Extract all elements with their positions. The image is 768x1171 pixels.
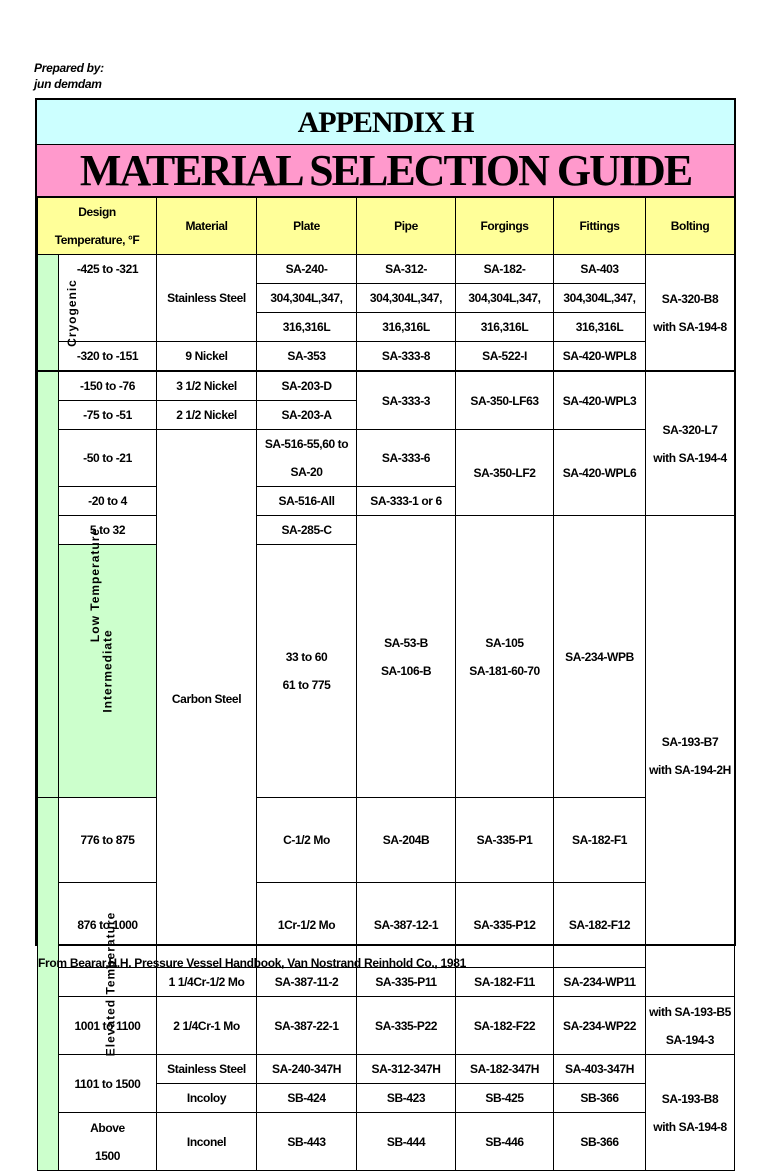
- pipe-line: SA-53-B: [384, 635, 428, 650]
- bolting-line: SA-193-B7: [661, 735, 719, 749]
- fittings-cell: SA-420-WPL8: [554, 342, 646, 372]
- header-pipe: Pipe: [357, 198, 456, 255]
- header-row: [38, 198, 735, 255]
- temp-cell: -320 to -151: [59, 342, 157, 372]
- pipe-cell: SA-335-P1: [456, 798, 554, 883]
- forgings-cell: SA-182-F12: [554, 883, 646, 968]
- plate-cell: SA-204B: [357, 798, 456, 883]
- fittings-cell: SB-366: [554, 1113, 646, 1171]
- pipe-cell: SA-335-P11: [357, 968, 456, 997]
- prepared-by-block: [34, 60, 104, 92]
- table-row: [38, 1113, 735, 1171]
- plate-cell: SA-203-A: [257, 401, 357, 430]
- pipe-cell: SA-335-P22: [357, 997, 456, 1055]
- guide-title: MATERIAL SELECTION GUIDE: [37, 145, 734, 197]
- bolting-line: SA-193-B8: [661, 1091, 719, 1106]
- temp-cell: 776 to 875: [59, 798, 157, 883]
- bolting-line: with SA-194-2H: [649, 763, 731, 777]
- material-cell: 1 1/4Cr-1/2 Mo: [157, 968, 257, 997]
- temp-cell: -150 to -76: [59, 371, 157, 401]
- table-row: [38, 1055, 735, 1084]
- pipe-cell: SA-333-6: [357, 430, 456, 487]
- preparer-name: jun demdam: [34, 77, 102, 91]
- header-design-line1: Design: [78, 205, 116, 219]
- header-bolting: Bolting: [646, 198, 735, 255]
- table-row: [38, 371, 735, 401]
- bolting-line: SA-194-3: [665, 1032, 715, 1047]
- plate-cell: SA-387-12-1: [357, 883, 456, 968]
- temp-line: 61 to 775: [282, 678, 331, 692]
- plate-cell: SA-285-C: [257, 516, 357, 545]
- material-cell: 2 1/2 Nickel: [157, 401, 257, 430]
- plate-cell: SB-443: [257, 1113, 357, 1171]
- fittings-cell: SA-403: [554, 255, 646, 284]
- pipe-cell: SA-333-8: [357, 342, 456, 372]
- forgings-cell: SA-182-F22: [456, 997, 554, 1055]
- pipe-cell: SA-333-3: [357, 371, 456, 430]
- bolting-cell: [646, 1055, 735, 1171]
- forgings-cell: 304,304L,347,: [456, 284, 554, 313]
- temp-line: 1500: [94, 1148, 121, 1163]
- plate-line: SA-20: [290, 465, 323, 479]
- pipe-cell: SB-423: [357, 1084, 456, 1113]
- temp-cell: [257, 545, 357, 798]
- material-table: [37, 197, 735, 1171]
- forgings-line: SA-105: [485, 635, 524, 650]
- fittings-cell: 304,304L,347,: [554, 284, 646, 313]
- forgings-cell: SA-350-LF2: [456, 430, 554, 516]
- band-elevated-label: Elevated Temperature: [103, 911, 118, 1057]
- table-row: [38, 968, 735, 997]
- plate-cell: [257, 430, 357, 487]
- pipe-cell: SA-312-: [357, 255, 456, 284]
- bolting-cell: [646, 371, 735, 516]
- bolting-line: with SA-194-8: [653, 319, 727, 334]
- plate-cell: SA-516-All: [257, 487, 357, 516]
- header-fittings: Fittings: [554, 198, 646, 255]
- fittings-cell: SB-366: [554, 1084, 646, 1113]
- plate-cell: SA-353: [257, 342, 357, 372]
- band-cryogenic: [38, 255, 79, 372]
- plate-cell: 304,304L,347,: [257, 284, 357, 313]
- material-cell: 3 1/2 Nickel: [157, 371, 257, 401]
- pipe-cell: SB-444: [357, 1113, 456, 1171]
- table-row: [38, 430, 735, 487]
- forgings-cell: SA-182-F11: [456, 968, 554, 997]
- table-row: [38, 798, 735, 883]
- table-row: [38, 883, 735, 968]
- forgings-cell: SA-350-LF63: [456, 371, 554, 430]
- fittings-cell: 316,316L: [554, 313, 646, 342]
- table-row: [38, 342, 735, 372]
- forgings-cell: SB-425: [456, 1084, 554, 1113]
- plate-cell: 316,316L: [257, 313, 357, 342]
- pipe-line: SA-106-B: [380, 663, 432, 678]
- fittings-cell: SA-420-WPL3: [554, 371, 646, 430]
- bolting-cell: [646, 516, 735, 997]
- material-cell: 9 Nickel: [157, 342, 257, 372]
- fittings-cell: SA-403-347H: [554, 1055, 646, 1084]
- plate-cell: SB-424: [257, 1084, 357, 1113]
- bolting-line: with SA-194-4: [653, 450, 727, 465]
- material-cell: Stainless Steel: [157, 1055, 257, 1084]
- forgings-cell: SA-182-F1: [554, 798, 646, 883]
- temp-cell: -425 to -321: [59, 255, 157, 342]
- temp-line: 33 to 60: [285, 650, 328, 664]
- forgings-cell: [456, 516, 554, 798]
- temp-cell: -50 to -21: [59, 430, 157, 487]
- band-intermediate-label: Intermediate: [100, 629, 115, 713]
- material-cell: 1Cr-1/2 Mo: [257, 883, 357, 968]
- table-row: [38, 997, 735, 1055]
- source-citation: From Bearar,H.H. Pressure Vessel Handbook, Van Nostrand Reinhold Co., 1981: [38, 956, 466, 970]
- material-cell: Incoloy: [157, 1084, 257, 1113]
- bolting-line: SA-320-B8: [661, 291, 719, 306]
- temp-cell: [59, 1113, 157, 1171]
- temp-cell: 5 to 32: [59, 516, 157, 545]
- temp-cell: 876 to 1000: [59, 883, 157, 968]
- plate-line: SA-516-55,60 to: [264, 437, 349, 451]
- band-intermediate: [59, 545, 157, 798]
- pipe-cell: 316,316L: [357, 313, 456, 342]
- fittings-cell: SA-420-WPL6: [554, 430, 646, 516]
- bolting-cell: [646, 997, 735, 1055]
- bolting-line: with SA-193-B5: [649, 1004, 731, 1019]
- band-low-label: Low Temperature: [88, 527, 103, 642]
- material-cell: 2 1/4Cr-1 Mo: [157, 997, 257, 1055]
- forgings-cell: SA-522-I: [456, 342, 554, 372]
- appendix-title: APPENDIX H: [37, 100, 734, 145]
- table-row: [38, 255, 735, 284]
- bolting-line: SA-320-L7: [662, 422, 718, 437]
- bolting-line: with SA-194-8: [653, 1119, 727, 1134]
- fittings-cell: SA-234-WP22: [554, 997, 646, 1055]
- pipe-cell: [357, 516, 456, 798]
- prepared-by-label: Prepared by:: [34, 61, 104, 75]
- temp-cell: 1001 to 1100: [59, 997, 157, 1055]
- pipe-cell: SA-312-347H: [357, 1055, 456, 1084]
- band-low-temperature: [38, 371, 103, 798]
- material-cell: Inconel: [157, 1113, 257, 1171]
- plate-cell: SA-387-11-2: [257, 968, 357, 997]
- header-design-temp: [38, 198, 157, 255]
- bolting-cell: [646, 255, 735, 372]
- table-row: [38, 516, 735, 545]
- forgings-line: SA-181-60-70: [469, 663, 540, 678]
- forgings-cell: 316,316L: [456, 313, 554, 342]
- material-cell: Stainless Steel: [157, 255, 257, 342]
- header-design-line2: Temperature, °F: [54, 233, 140, 247]
- plate-cell: SA-203-D: [257, 371, 357, 401]
- temp-cell: -20 to 4: [59, 487, 157, 516]
- plate-cell: SA-387-22-1: [257, 997, 357, 1055]
- material-cell: Carbon Steel: [157, 430, 257, 968]
- header-material: Material: [157, 198, 257, 255]
- plate-cell: SA-240-: [257, 255, 357, 284]
- forgings-cell: SB-446: [456, 1113, 554, 1171]
- pipe-cell: SA-333-1 or 6: [357, 487, 456, 516]
- material-cell: C-1/2 Mo: [257, 798, 357, 883]
- fittings-cell: SA-234-WPB: [554, 516, 646, 798]
- pipe-cell: 304,304L,347,: [357, 284, 456, 313]
- temp-line: Above: [90, 1120, 125, 1135]
- band-cryogenic-label: Cryogenic: [64, 278, 79, 347]
- plate-cell: SA-240-347H: [257, 1055, 357, 1084]
- temp-cell: 1101 to 1500: [59, 1055, 157, 1113]
- fittings-cell: SA-234-WP11: [554, 968, 646, 997]
- temp-cell: -75 to -51: [59, 401, 157, 430]
- forgings-cell: SA-182-: [456, 255, 554, 284]
- forgings-cell: SA-182-347H: [456, 1055, 554, 1084]
- header-forgings: Forgings: [456, 198, 554, 255]
- header-plate: Plate: [257, 198, 357, 255]
- pipe-cell: SA-335-P12: [456, 883, 554, 968]
